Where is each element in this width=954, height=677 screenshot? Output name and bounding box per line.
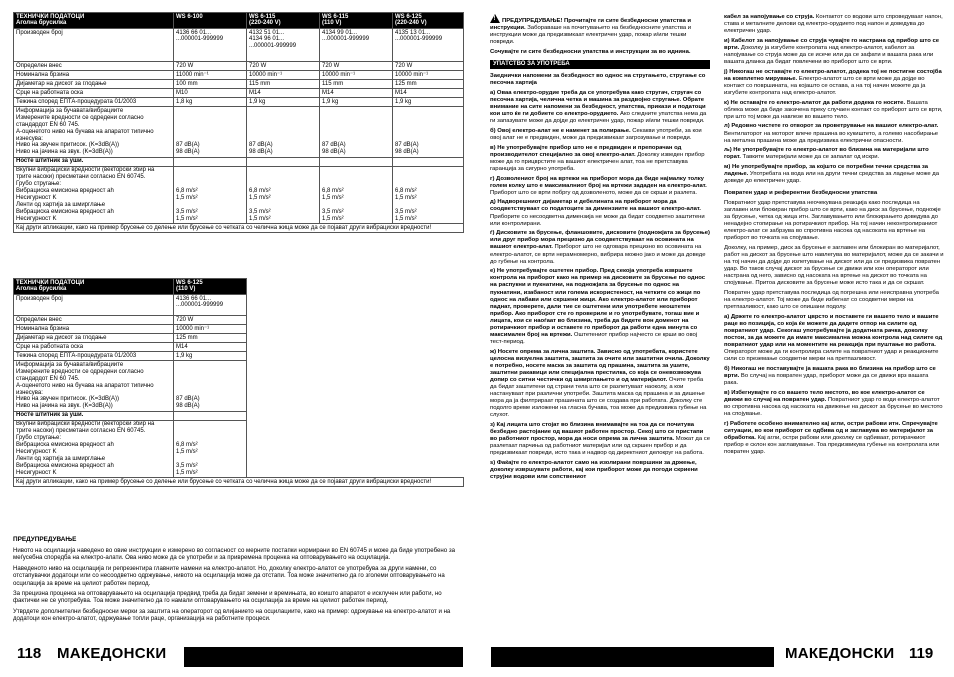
kickback-item: Повратен удар претставува последица од погрешна или неисправна употреба на електро-алатот. Тој може да биде избегнат со соодветни мерки на претпазливост, како што се опишани подолу. [724,290,939,311]
safety-item: з) Кај лицата што стојат во близина внимавајте на тоа да се почитува безбедно растојание од вашиот работен простор. Секој што се пристапи во работниот простор, мора да носи опрема за лична заштита. Можат да се разлетаат парчиња од работниот материјал или од скршен прибор и да предизвикаат повреди, исто така и надвор од директниот делокруг на работа. [490,422,710,457]
section-heading: УПАТСТВО ЗА УПОТРЕБА [490,60,710,69]
warning-paragraph: За прецизна проценка на оптоварувањето на осцилација предвид треба да бидат земени и времињата, во коишто апаратот е исклучен или работи, но фактички не се употребува. Тоа може значително да го намали оптоварувањето на осцилација за време на целиот работен период. [13,589,442,605]
protection-row [14,411,464,420]
warning-triangle-icon [490,14,500,23]
safety-item: б) Овој електро-алат не е наменет за полирање. Секакви употреби, за кои овој алат не е предвиден, може да предизвикаат загрозување и повреди. [490,127,702,141]
cell-value: 115 mm [320,80,393,89]
cell-value: 125 mm [393,80,464,89]
kickback-item: Повратниот удар претставува неочекувана реакција како последица на заглавен или блокиран прибор што се врти, како на диск за брусење, подножје за брусење, четка од жица итн. Заглавувањето или блокирањето доведува до ненадејно стопирање на ротирачкиот прибор. На тој начин неконтролираниот електро-алат се забрзува во спротивна насока од насоката на вртење на приборот во точката на спојување. [724,199,941,242]
noise-row [14,107,464,157]
vibration-label: Вкупни вибрациски вредности (векторски збир на трите насоки) пресметани согласно EN 60745. Грубо стругање: Вибрациска емисиона вредност ah Несигурност K Ленти од хартија за шмирглање Вибрациска емисиона вредност ah Несигурност K [14,166,174,223]
cell-value: 87 dB(A) 98 dB(A) [174,361,247,411]
cell-value: 1,9 kg [174,352,247,361]
footer-bar [184,647,463,667]
model-header: WS 6-115 (110 V) [320,13,393,29]
vibration-row [14,420,464,477]
cell-value: 6,8 m/s² 1,5 m/s² 3,5 m/s² 1,5 m/s² [393,166,464,223]
cell-value: 4134 99 01... ...000001-999999 [320,28,393,61]
row-label: Производен број [14,294,174,315]
cell-value: 1,9 kg [247,98,320,107]
cell-value: 87 dB(A) 98 dB(A) [247,107,320,157]
row-label: Срце на работната оска [14,89,174,98]
model-header: WS 6-115 (220-240 V) [247,13,320,29]
row-label: Определен внес [14,61,174,70]
technical-data-table-1 [13,12,464,233]
cell-value: 6,8 m/s² 1,5 m/s² 3,5 m/s² 1,5 m/s² [174,166,247,223]
row-label: Тежина според ЕПТА-процедурата 01/2003 [14,352,174,361]
safety-item: г) Дозволениот број на вртежи на приборот мора да биде најмалку толку голем колку што е максималниот број на вртежи зададен на електро-алат. Приборот што се врти побргу од дозволеното, може да се скрши и разлета. [490,175,707,196]
protection-note: Носте штитник за уши. [14,411,174,420]
row-label: Производен број [14,28,174,61]
safety-item: љ) Не употребувајте го електро-алатот во близина на материјали што горат. Тавките материјали може да се запалат од искри. [724,147,929,161]
vibration-row [14,166,464,223]
right-page [477,0,954,677]
safety-item: ѓ) Дисковите за брусење, фланшовите, дисковите (подножјата за брусење) или друг прибор мора прецизно да соодветствуваат на осовината на вашиот електро-алат. Приборот што не одговара прецизно во осовината на електро-алатот, се врти нерамномерно, вибрира можно јако и може да доведе до губење на контрола. [490,230,710,265]
kickback-item: в) Избегнувајте го со вашето тело местото, во кое електро-алатот се движи во случај на повратен удар. Повратниот удар го води електро-алатот во спротивна насока од насоката на движење на дискот за брусење во местото на спојување. [724,389,943,418]
table-row [14,61,464,70]
vibration-label: Вкупни вибрациски вредности (векторски збир на трите насоки) пресметани согласно EN 60745. Грубо стругање: Вибрациска емисиона вредност ah Несигурност K Ленти од хартија за шмирглање Вибрациска емисиона вредност ah Несигурност K [14,420,174,477]
cell-value: 720 W [247,61,320,70]
page-number: 118 [17,645,42,662]
row-label: Определен внес [14,315,174,324]
page-number: 119 [909,645,934,662]
technical-data-table-2 [13,278,464,487]
safety-item: д) Надворешниот дијаметар и дебелината на приборот мора да соодветствуваат со податоците за димензиите на вашиот електро-алат. Приборите со несоодветна димензија не може да бидат соодветно заштитени или контролирани. [490,199,705,227]
keep-instructions: Сочувајте ги сите безбедносни упатства и инструкции за во иднина. [490,48,691,55]
header-label: ТЕХНИЧКИ ПОДАТОЦИ Аголна брусилка [14,13,174,29]
right-column-1 [490,14,710,484]
row-label: Дијаметар на дискот за глодање [14,80,174,89]
cell-value: 125 mm [174,334,247,343]
table-row [14,325,464,334]
cell-value: 1,8 kg [174,98,247,107]
cell-value: 87 dB(A) 98 dB(A) [393,107,464,157]
safety-item: и) Кабелот за напојување со струја чувајте го настрана од прибор што се врти. Доколку ја изгубите контролата над електро-алатот, кабелот за напојување со струја може да се исече или да се зафати и вашата рака или вашата дланка да бидат повлечени во приборот што се врти. [724,37,940,66]
safety-item: в) Не употребувајте прибор што не е предвиден и препорачан од производителот специјално за овој електро-алат. Доколку изведен прибор може да го прицврстите на вашиот електричен алат, тоа не претставува гаранција за сигурно употреба. [490,144,705,172]
cell-value: 720 W [174,61,247,70]
cell-value: 4135 13 01... ...000001-999999 [393,28,464,61]
warning-paragraph: Наведеното ниво на осцилација ги репрезентира главните намени на електро-алатот. Но, доколку електро-алатот се употребува за други намени, со отстапувачки додатоци или со несоодветно одржување, нивото на осцилација може да отстапи. Тоа може значително да го зголеми оптоварувањето на осцилација за време на целиот работен период. [13,564,445,587]
cell-value: 11000 min⁻¹ [174,71,247,80]
table-row [14,89,464,98]
warning-paragraph: Нивото на осцилација наведено во овие инструкции е измерено во согласност со мерните постапки нормирани во EN 60745 и може да биде употребено за меѓусебна споредба на електро-алати. Ова ниво може да се употреби и за привремена проценка на оптоварувањето на осцилација. [13,546,456,562]
table-row [14,352,464,361]
cell-value: 4136 66 01... ...000001-999999 [174,294,247,315]
safety-item: кабел за напојување со струја. Контактот со водови што спроведуваат напон, става и металните делови од електро-орудието под напон и доведува до електричен удар. [724,14,943,35]
table-row [14,98,464,107]
kickback-item: а) Држете го електро-алатот цврсто и поставете ги вашето тело и вашите раце во позиција, со која ќе можете да дадете отпор на силите од повратниот удар. Секогаш употребувајте ја додатната рачка, доколку постои, за да можете да имате максимална можна контрола над силите од повратниот удар или на моментите на реакција при пуштање во работа. Операторот може да ги контролира силите на повратниот удар и реакционите сили со преземање соодветни мерки на претпазливост. [724,313,943,363]
language-label: МАКЕДОНСКИ [57,645,167,662]
kickback-item: Доколку, на пример, диск за брусење е заглавен или блокиран во материјалот, работ на дискот за брусење што навлегува во материјалот, може да се закачи и на тој начин да дојде до излетување на дискот или да се предизвика повратен удар. Во таков случај дискот за брусење се движи или кон операторот или настрана од него, зависно од насоката на вртење на дискот во точката на спојување. Притоа дисковите за брусење може исто така и да се скршат. [724,245,944,287]
row-label: Дијаметар на дискот за глодање [14,334,174,343]
noise-label: Информација за бучавата/вибрациите Измерените вредности се одредени согласно стандардот EN 60 745. A-оценетото ниво на бучава на апаратот типично изнесува: Ниво на звучен притисок. (K=3dB(A)) Ниво на јачина на звук. (K=3dB(A)) [14,107,174,157]
cell-value: 720 W [174,315,247,324]
cell-value: M14 [174,343,247,352]
cell-value: 1,9 kg [393,98,464,107]
table-row [14,343,464,352]
cell-value: 10000 min⁻¹ [174,325,247,334]
cell-value: 115 mm [247,80,320,89]
cell-value: 6,8 m/s² 1,5 m/s² 3,5 m/s² 1,5 m/s² [174,420,247,477]
noise-label: Информација за бучавата/вибрациите Измерените вредности се одредени согласно стандардот EN 60 745. A-оценетото ниво на бучава на апаратот типично изнесува: Ниво на звучен притисок. (K=3dB(A)) Ниво на јачина на звук. (K=3dB(A)) [14,361,174,411]
cell-value: 1,9 kg [320,98,393,107]
safety-item: м) Не употребувајте прибор, за којшто се потребни течни средства за ладење. Употребата на вода или на други течни средства за ладење може да доведе до електричен удар. [724,164,940,185]
kickback-item: б) Никогаш не поставувајте ја вашата рака во близина на прибор што се врти. Во случај на повратен удар, приборот може да се движи врз вашата рака. [724,366,936,387]
cell-value: 6,8 m/s² 1,5 m/s² 3,5 m/s² 1,5 m/s² [320,166,393,223]
safety-item: ѕ) Фаќајте го електро-алатот само на изолирани површини за држење, доколку извршувате работи, кај кои приборот може да погоди скриени струјни водови или сопствениот [490,460,698,481]
model-header: WS 6-125 (220-240 V) [393,13,464,29]
model-header: WS 6-125 (110 V) [174,279,247,295]
cell-value: 720 W [393,61,464,70]
table-row [14,334,464,343]
warning-paragraph: Утврдете дополнителни безбедносни мерки за заштита на операторот од влијанието на осцилациите, како на пример: одржување на електро-алатот и на додатоци кон електро-алатот, одржување топли раце, организација на работните процеси. [13,607,451,623]
warning-section [13,536,463,626]
noise-row [14,361,464,411]
row-label: Номинална брзина [14,71,174,80]
row-label: Тежина според ЕПТА-процедурата 01/2003 [14,98,174,107]
cell-value: 6,8 m/s² 1,5 m/s² 3,5 m/s² 1,5 m/s² [247,166,320,223]
cell-value: 10000 min⁻¹ [320,71,393,80]
cell-value: M14 [247,89,320,98]
general-warning: !ПРЕДУПРЕДУВАЊЕ! Прочитајте ги сите безбедносни упатства и инструкции. Забораваше на почитувањето на безбедносните упатства и инструкции може да предизвикаат електричен удар, пожар и/или тешки повреди. [490,14,710,46]
table-header [14,13,464,29]
table-row [14,294,464,315]
cell-value: 100 mm [174,80,247,89]
model-header: WS 6-100 [174,13,247,29]
cell-value: 10000 min⁻¹ [247,71,320,80]
protection-row [14,157,464,166]
cell-value: 4132 51 01... 4134 96 01... ...000001-999999 [247,28,320,61]
right-column-2 [724,14,944,459]
cell-value: M10 [174,89,247,98]
cell-value: 720 W [320,61,393,70]
warning-title: ПРЕДУПРЕДУВАЊЕ [13,536,77,543]
safety-item: л) Редовно чистете го отворот за проветрување на вашиот електро-алат. Вентилаторот на моторот влече прашина во кукиштето, а големо насобирање на метална прашина може да предизвика електрични опасности. [724,123,939,144]
language-label: МАКЕДОНСКИ [785,645,895,662]
kickback-heading: Повратен удар и референтни безбедносни упатства [724,190,878,197]
table-row [14,315,464,324]
row-label: Срце на работната оска [14,343,174,352]
header-label: ТЕХНИЧКИ ПОДАТОЦИ Аголна брусилка [14,279,174,295]
safety-item: к) Не оставајте го електро-алатот да работи додека го носите. Вашата облека може да биде закачена преку случаен контакт со приборот што се врти, при што тој може да навлезе во вашето тело. [724,99,943,120]
cell-value: 87 dB(A) 98 dB(A) [320,107,393,157]
vibration-note: Кај други апликации, како на пример брусење со делење или брусење со четката со челична жица може да се појават други вибрациски вредности! [14,478,464,487]
row-label: Номинална брзина [14,325,174,334]
cell-value: 10000 min⁻¹ [393,71,464,80]
note-row [14,224,464,233]
table-row [14,71,464,80]
protection-note: Носте штитник за уши. [14,157,174,166]
kickback-item: г) Работете особено внимателно кај агли, остри рабови итн. Спречувајте ситуации, во кои приборот се одбива од и заглавува во материјалот за обработка. Кај агли, остри рабови или доколку се одбиваат, ротирачкиот прибор е склон кон заглавување. Тоа предизвикува губење на контролата или повратен удар. [724,420,940,456]
safety-item: а) Оваа електро-орудие треба да се употребува како стругач, стругач со песочна хартија, челична четка и машина за раздвојно стругање. Обрате внимание на сите напомени за безбедност, упатства, прикази и податоци кои што ќе ги добиете со електро-орудието. Ако следните упатства нема да ги запазувате може да дојде до електричен удар, пожар и/или тешки повреди. [490,89,707,125]
note-row [14,478,464,487]
cell-value: M14 [393,89,464,98]
safety-item: ј) Никогаш не оставајте го електро-алатот, додека тој не постигне состојба на комплетно мирување. Електро-алатот што се врти може да дојде во контакт со површината, на којашто се оставa, а на тој начин можете да ја изгубите контролата над електро-алатот. [724,68,942,96]
table-row [14,28,464,61]
cell-value: 4136 66 01... ...000001-999999 [174,28,247,61]
vibration-note: Кај други апликации, како на пример брусење со делење или брусење со четката со челична жица може да се појават други вибрациски вредности! [14,224,464,233]
footer-bar [491,647,774,667]
cell-value: M14 [320,89,393,98]
sub-heading: Заеднички напомени за безбедност во однос на стругањето, стругање со песочна хартија [490,73,706,87]
table-row [14,80,464,89]
cell-value: 87 dB(A) 98 dB(A) [174,107,247,157]
safety-item: е) Не употребувајте оштетен прибор. Пред секоја употреба извршете контрола на приборот како на пример на дисковите за брусење по однос на распукни и пукнатини, на подножјата за брусење по однос на пукнатини, изабаност или голема искористеност, на четките со жици по однос на лабави или скршени жици. Ако електро-алатот или приборот паднат, проверете, дали тие се оштетени или употребете неоштетен прибор. Ако приборот сте го провериле и го употребувате, тогаш вие и лицата, кои се наоѓаат во близина, треба да бидете вон доменот на ротирачкиот прибор и оставете го приборот да работи една минута со максимален број на вртежи. Оштетениот прибор најчесто се крши во овој тест-период. [490,268,705,346]
safety-item: ж) Носете опрема за лична заштита. Зависно од употребата, користете целосна визуелна заштита, заштита за очите или заштитни очила. Доколку е потребно, носете маска за заштита од прашина, заштита за ушите, заштитни ракавици или специјална престилка, со која се оневозможува допир со ситни честички од шмирглањето и од материјалот. Очите треба да бидат заштитени од страни тела што се разлетуваат наоколу, а кои настануваат при различни употреби. Заштита маска од прашина и за дишење мора да ја филтрираат прашината што се создава при работата. Доколку сте подолго време изложени на гласна бучава, тоа може да предизвика губење на слухот. [490,348,710,419]
table-header [14,279,464,295]
